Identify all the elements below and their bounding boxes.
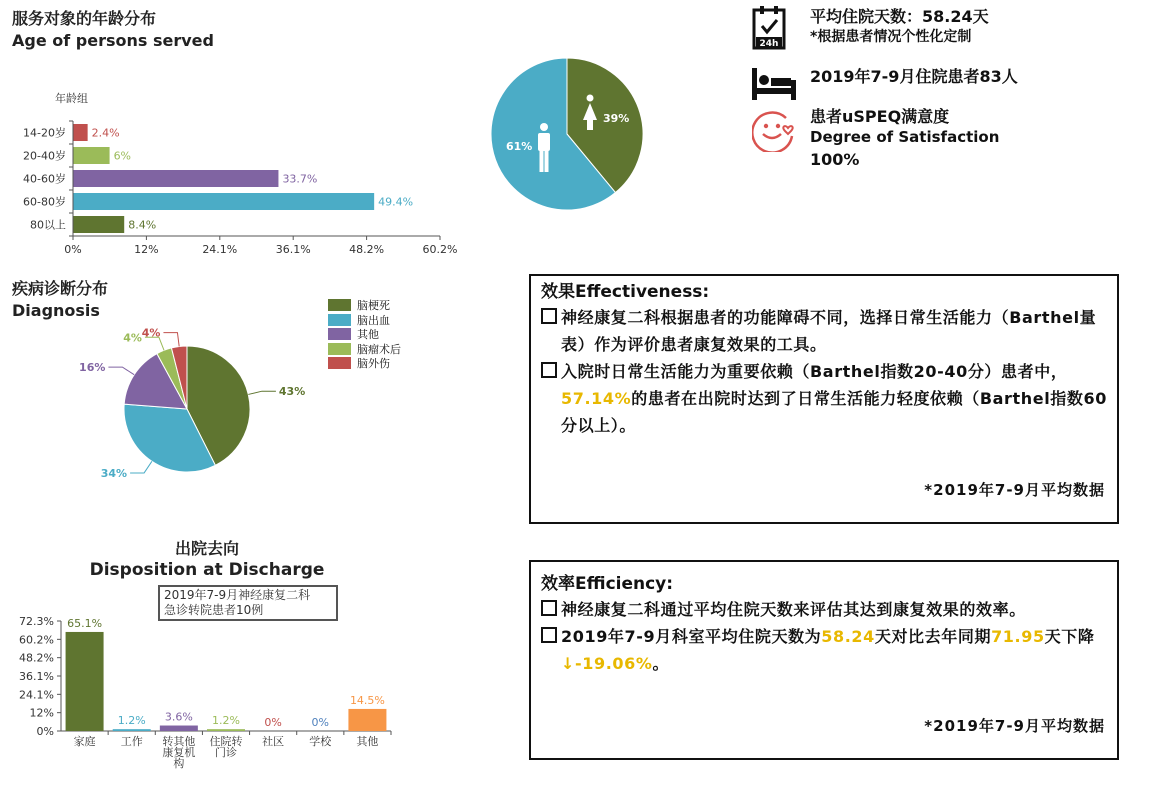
age-value-label: 6% [113,149,132,163]
checkbox-icon [541,627,557,643]
discharge-y-tick-label: 12% [29,706,54,720]
calendar-24h-icon [752,6,786,50]
age-category-label: 14-20岁 [23,126,66,140]
legend-swatch [328,357,351,369]
discharge-annotation-line2: 急诊转院患者10例 [164,603,264,617]
discharge-title-en: Disposition at Discharge [89,560,325,580]
efficiency-highlight-3: ↓-19.06% [561,654,653,673]
effectiveness-item-1 [541,304,1107,358]
efficiency-item-1 [541,596,1107,623]
efficiency-box [529,560,1119,760]
legend-label: 脑瘤术后 [357,342,401,356]
age-value-label: 49.4% [378,195,414,209]
age-value-label: 2.4% [91,126,120,140]
satisfaction-cn: 患者uSPEQ满意度 [810,107,950,126]
efficiency-p2-a: 2019年7-9月科室平均住院天数为 [561,627,822,646]
effectiveness-title: 效果Effectiveness: [541,282,710,302]
diagnosis-leader-line [108,367,134,375]
age-value-label: 33.7% [282,172,318,186]
diagnosis-leader-line [163,333,179,347]
efficiency-highlight-2: 71.95 [991,627,1045,646]
efficiency-p2-c: 天下降 [1044,627,1095,646]
discharge-value-label: 1.2% [212,714,240,728]
legend-label: 其他 [357,328,379,342]
legend-swatch [328,343,351,355]
discharge-bar-chart [0,610,420,790]
age-category-label: 60-80岁 [23,195,66,209]
discharge-y-tick-label: 0% [36,725,54,738]
discharge-category-label: 构 [173,757,185,770]
diagnosis-value-label: 4% [141,326,161,340]
age-x-tick-label: 36.1% [275,243,311,256]
effectiveness-item-2 [541,358,1107,439]
discharge-value-label: 3.6% [164,710,193,724]
legend-label: 脑外伤 [357,357,390,371]
age-x-tick-label: 48.2% [349,243,385,256]
effectiveness-p1: 神经康复二科根据患者的功能障碍不同，选择日常生活能力（Barthel量表）作为评价患者康复效果的工具。 [561,308,1097,354]
efficiency-note: *2019年7-9月平均数据 [924,717,1105,735]
avg-stay-title: 平均住院天数：58.24天 [810,7,989,26]
discharge-y-tick-label: 24.1% [19,688,54,702]
discharge-bar [348,709,386,731]
avg-stay-note: *根据患者情况个性化定制 [810,29,972,45]
discharge-category-label: 学校 [309,735,332,748]
svg-text:24h: 24h [759,39,779,49]
discharge-category-label: 工作 [120,735,143,748]
checkbox-icon [541,362,557,378]
age-bar [73,193,374,210]
diagnosis-value-label: 34% [100,466,128,480]
age-category-label: 40-60岁 [23,172,66,186]
discharge-category-label: 社区 [262,735,285,748]
discharge-category-label: 其他 [356,735,379,748]
discharge-bar [66,632,104,731]
discharge-y-tick-label: 72.3% [19,615,54,628]
smile-heart-icon [752,106,796,152]
age-x-tick-label: 12% [134,243,159,256]
age-value-label: 8.4% [128,218,157,232]
discharge-y-tick-label: 48.2% [19,651,54,665]
diagnosis-legend-item [328,356,401,371]
checkbox-icon [541,600,557,616]
discharge-category-label: 康复机 [162,746,196,759]
gender-value-label: 39% [603,112,630,125]
gender-value-label: 61% [506,140,533,153]
efficiency-p2-b: 天对比去年同期 [874,627,992,646]
discharge-annotation-line1: 2019年7-9月神经康复二科 [164,588,311,602]
efficiency-p1: 神经康复二科通过平均住院天数来评估其达到康复效果的效率。 [561,600,1026,619]
efficiency-title: 效率Efficiency: [541,574,674,594]
diagnosis-legend [328,298,401,371]
gender-pie-chart [480,50,660,220]
diagnosis-title-en: Diagnosis [12,301,100,320]
diagnosis-pie-chart [60,318,330,498]
legend-label: 脑梗死 [357,299,390,313]
discharge-value-label: 0% [311,716,330,729]
effectiveness-highlight: 57.14% [561,389,632,408]
discharge-category-label: 门诊 [215,746,237,759]
age-category-label: 20-40岁 [23,149,66,163]
age-bar-chart [0,80,470,260]
diagnosis-legend-item [328,342,401,357]
efficiency-highlight-1: 58.24 [821,627,875,646]
checkbox-icon [541,308,557,324]
discharge-title-cn: 出院去向 [174,539,239,558]
legend-swatch [328,314,351,326]
age-title-cn: 服务对象的年龄分布 [12,9,157,28]
discharge-category-label: 家庭 [73,735,96,748]
diagnosis-legend-item [328,313,401,328]
patients-count: 2019年7-9月住院患者83人 [810,67,1018,86]
diagnosis-legend-item [328,327,401,342]
age-bar [73,147,110,164]
age-bar [73,170,278,187]
age-axis-label: 年龄组 [55,92,88,105]
discharge-bar [113,729,151,731]
diagnosis-leader-line [130,461,152,473]
diagnosis-value-label: 43% [278,385,306,399]
age-x-tick-label: 24.1% [202,243,238,256]
effectiveness-p2-b: 的患者在出院时达到了日常生活能力轻度依赖（Barthel指数60分以上）。 [561,389,1107,435]
satisfaction-value: 100% [810,150,860,169]
legend-swatch [328,299,351,311]
diagnosis-legend-item [328,298,401,313]
discharge-bar [207,729,245,731]
discharge-value-label: 0% [264,716,282,729]
efficiency-item-2 [541,623,1107,677]
age-category-label: 80以上 [30,218,66,232]
discharge-value-label: 1.2% [117,714,146,728]
efficiency-p2-d: 。 [652,654,670,673]
diagnosis-value-label: 16% [79,361,106,375]
legend-label: 脑出血 [357,313,390,327]
discharge-category-label: 住院转 [209,735,243,748]
age-bar [73,124,88,141]
age-bar [73,216,124,233]
age-x-tick-label: 0% [64,243,82,256]
effectiveness-p2-a: 入院时日常生活能力为重要依赖（Barthel指数20-40分）患者中， [561,362,1068,381]
effectiveness-box [529,274,1119,524]
legend-swatch [328,328,351,340]
diagnosis-title-cn: 疾病诊断分布 [12,279,109,298]
age-x-tick-label: 60.2% [422,243,458,256]
discharge-bar [160,726,198,731]
diagnosis-leader-line [248,391,276,394]
bed-icon [752,66,796,100]
discharge-y-tick-label: 60.2% [19,633,54,647]
discharge-category-label: 转其他 [162,735,196,748]
discharge-y-tick-label: 36.1% [19,670,54,683]
diagnosis-value-label: 4% [123,331,142,345]
age-title-en: Age of persons served [12,31,214,50]
satisfaction-en: Degree of Satisfaction [810,128,1000,146]
effectiveness-note: *2019年7-9月平均数据 [924,481,1105,499]
discharge-value-label: 65.1% [67,616,103,630]
discharge-value-label: 14.5% [349,693,385,707]
